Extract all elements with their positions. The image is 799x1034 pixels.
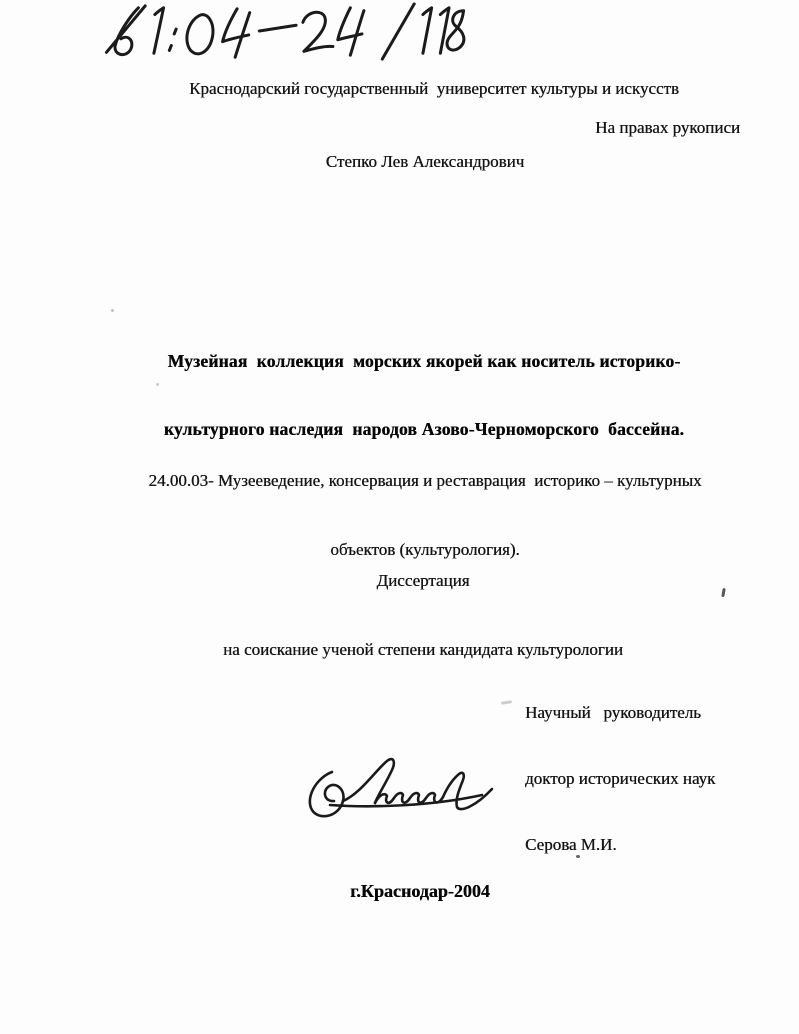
manuscript-rights-note: На правах рукописи (595, 118, 740, 137)
supervisor-block (525, 658, 715, 900)
dissertation-statement-line2: на соискание ученой степени кандидата культурологии (223, 640, 623, 659)
university-name: Краснодарский государственный университет культуры и искусств (189, 79, 679, 98)
scan-artifact-faint-dot (111, 309, 114, 312)
specialty-line2: объектов (культурология). (330, 540, 520, 559)
dissertation-title-line1: Музейная коллекция морских якорей как носитель историко- (167, 351, 681, 371)
signature-strokes (302, 748, 507, 826)
supervisor-role: Научный руководитель (525, 703, 701, 722)
scan-artifact-dot (576, 855, 580, 858)
handwritten-catalog-number (98, 2, 473, 62)
handwritten-signature (302, 748, 507, 826)
dissertation-statement-line1: Диссертация (376, 571, 470, 590)
supervisor-name: Серова М.И. (525, 835, 617, 854)
author-name: Степко Лев Александрович (325, 152, 525, 171)
scan-artifact-faint-dot (156, 383, 159, 386)
dissertation-title-line2: культурного наследия народов Азово-Черноморского бассейна. (163, 418, 685, 439)
city-year: г.Краснодар-2004 (350, 881, 490, 901)
supervisor-degree: доктор исторических наук (525, 769, 716, 788)
specialty-line1: 24.00.03- Музееведение, консервация и реставрация историко – культурных (148, 471, 702, 490)
handwriting-strokes (98, 2, 473, 62)
